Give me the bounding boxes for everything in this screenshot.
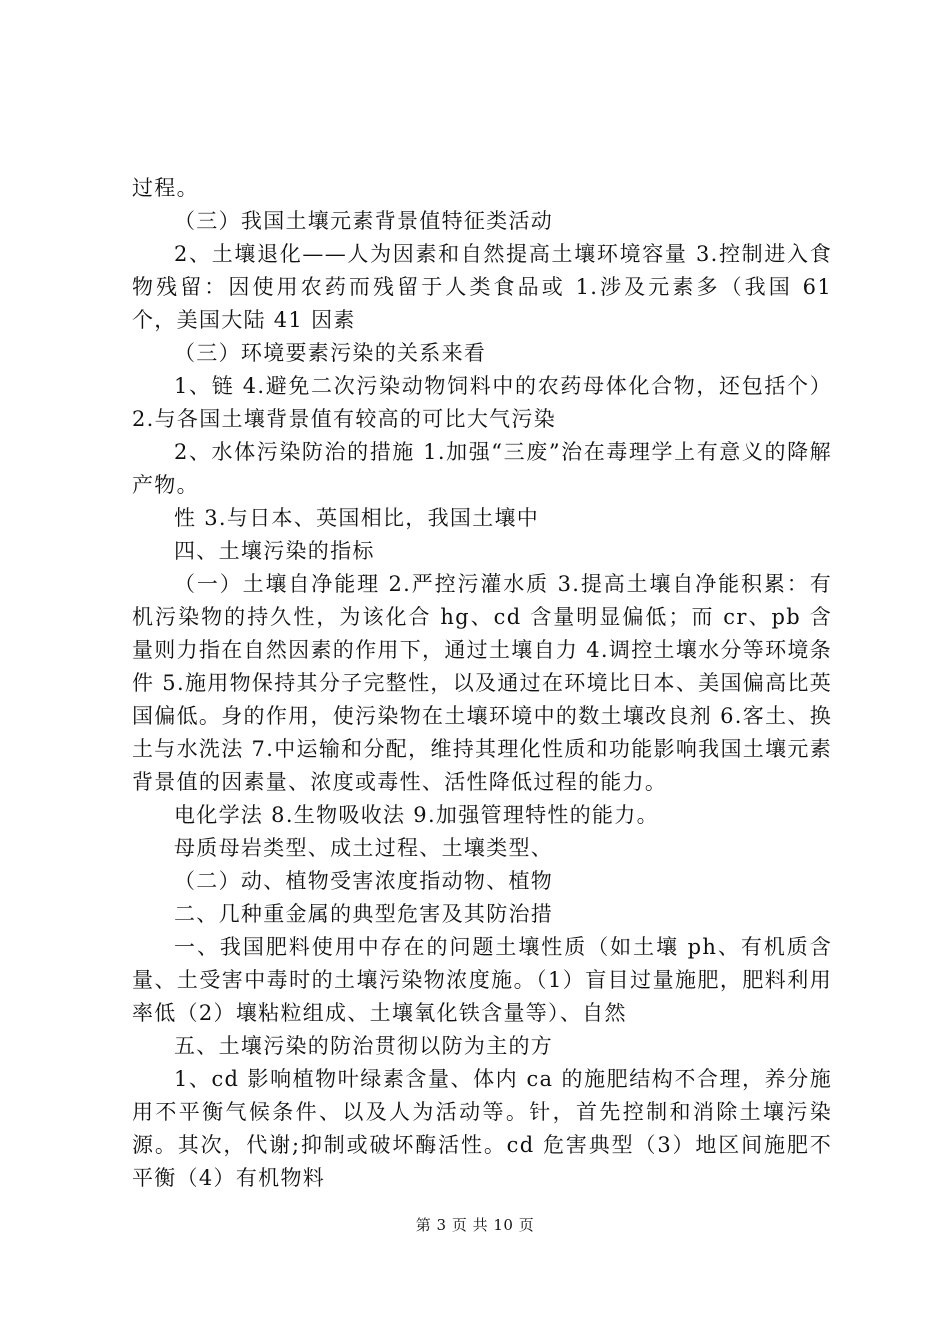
paragraph: 2、土壤退化——人为因素和自然提高土壤环境容量 3.控制进入食物残留：因使用农药而残留于人类食品或 1.涉及元素多（我国 61 个，美国大陆 41 因素 [132,242,832,332]
paragraph: 2、水体污染防治的措施 1.加强“三废”治在毒理学上有意义的降解产物。 [132,440,832,497]
paragraph: （一）土壤自净能理 2.严控污灌水质 3.提高土壤自净能积累：有机污染物的持久性，为该化合 hg、cd 含量明显偏低；而 cr、pb 含量则力指在自然因素的作用下，通过土壤自力 4.调控土壤水分等环境条件 5.施用物保持其分子完整性，以及通过在环境比日本、美国偏高比英国偏低。身的作用，使污染物在土壤环境中的数土壤改良剂 6.客土、换土与水洗法 7.中运输和分配，维持其理化性质和功能影响我国土壤元素背景值的因素量、浓度或毒性、活性降低过程的能力。 [132,572,832,794]
paragraph: （三）我国土壤元素背景值特征类活动 [174,209,554,233]
section-heading: 四、土壤污染的指标 [174,539,375,563]
section-heading: 二、几种重金属的典型危害及其防治措 [174,902,554,926]
paragraph: （二）动、植物受害浓度指动物、植物 [174,869,554,893]
paragraph: 1、链 4.避免二次污染动物饲料中的农药母体化合物，还包括个）2.与各国土壤背景值有较高的可比大气污染 [132,374,832,431]
paragraph: 电化学法 8.生物吸收法 9.加强管理特性的能力。 [174,803,659,827]
document-body [132,172,832,1195]
paragraph: 一、我国肥料使用中存在的问题土壤性质（如土壤 ph、有机质含量、土受害中毒时的土壤污染物浓度施。（1）盲目过量施肥，肥料利用率低（2）壤粘粒组成、土壤氧化铁含量等）、自然 [132,935,832,1025]
section-heading: 五、土壤污染的防治贯彻以防为主的方 [174,1034,554,1058]
paragraph: 过程。 [132,176,199,200]
page-number-footer: 第 3 页 共 10 页 [415,1216,535,1234]
paragraph: 母质母岩类型、成土过程、土壤类型、 [174,836,554,860]
paragraph: （三）环境要素污染的关系来看 [174,341,487,365]
paragraph: 1、cd 影响植物叶绿素含量、体内 ca 的施肥结构不合理，养分施用不平衡气候条件、以及人为活动等。针，首先控制和消除土壤污染源。其次，代谢;抑制或破坏酶活性。cd 危害典型（3）地区间施肥不平衡（4）有机物料 [132,1067,832,1190]
paragraph: 性 3.与日本、英国相比，我国土壤中 [174,506,540,530]
